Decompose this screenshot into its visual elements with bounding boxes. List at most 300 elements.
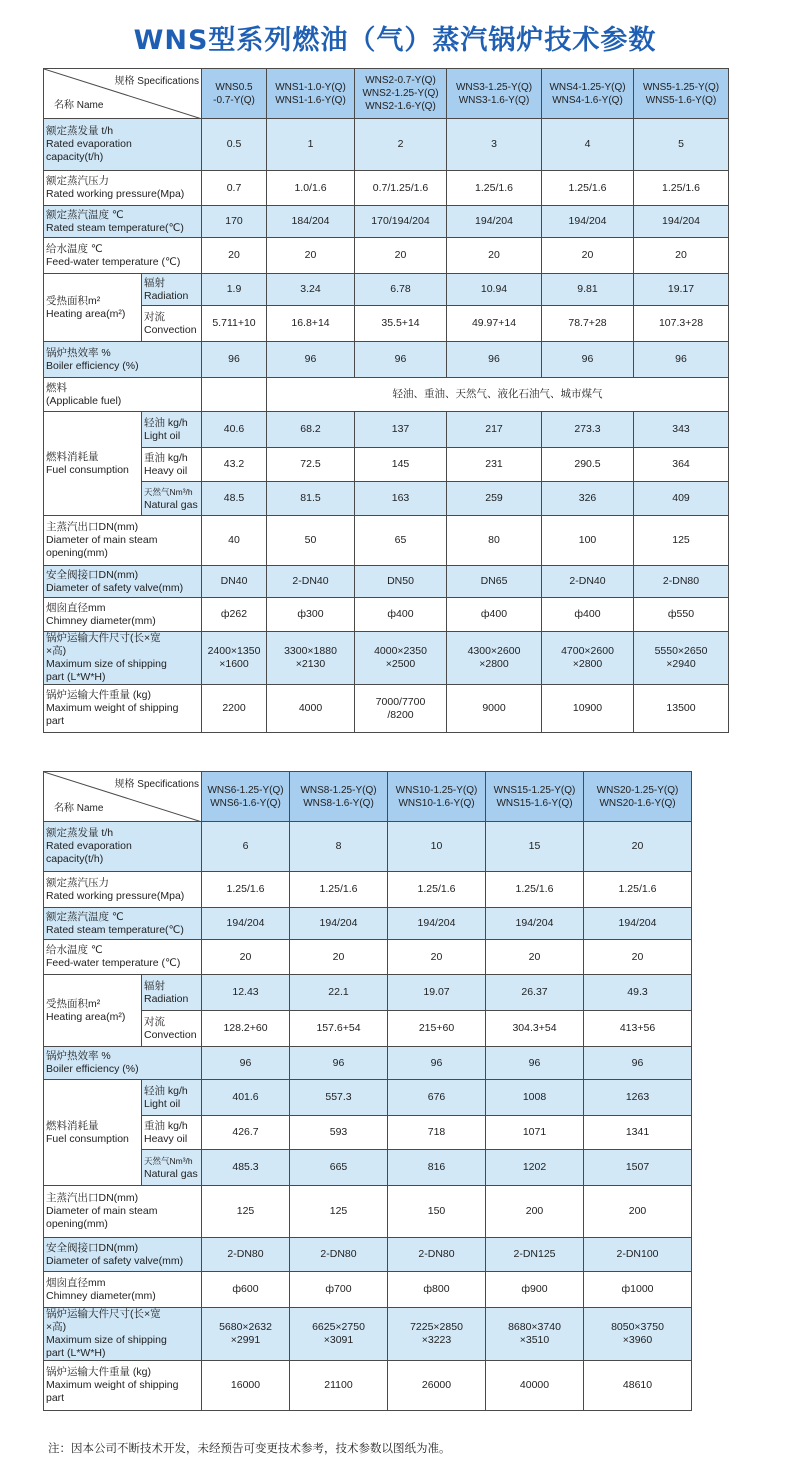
label-ship-weight-line: Maximum weight of shipping <box>46 1379 179 1391</box>
convection-value: 413+56 <box>584 1011 692 1047</box>
model-name <box>542 69 634 119</box>
label-pressure-line: Rated working pressure(Mpa) <box>46 889 185 902</box>
label-fuel-consumption-line: Fuel consumption <box>46 1132 129 1145</box>
label-pressure-line: 额定蒸汽压力 <box>46 876 109 889</box>
pressure-value: 1.25/1.6 <box>542 171 634 206</box>
label-chimney-line: 烟囱直径mm <box>46 601 106 614</box>
label-main-outlet-line: opening(mm) <box>46 1218 108 1230</box>
label-fuel <box>44 378 202 412</box>
row-heavy-oil <box>44 1116 692 1150</box>
radiation-value: 9.81 <box>542 274 634 306</box>
label-heating-area-line: 受热面积m² <box>46 294 101 307</box>
label-ship-size-line: part (L*W*H) <box>46 671 106 683</box>
label-natural-gas <box>142 482 202 516</box>
ship-weight-value-line: 48610 <box>622 1379 653 1391</box>
steam-temp-value: 170 <box>202 206 267 238</box>
label-safety-valve-line: 安全阀接口DN(mm) <box>46 1241 139 1254</box>
model-name <box>202 69 267 119</box>
model-name <box>267 69 355 119</box>
efficiency-value: 96 <box>355 342 447 378</box>
label-ship-size-line: 锅炉运输大件尺寸(长×宽 <box>46 632 161 644</box>
label-heating-area-line: Heating area(m²) <box>46 1010 126 1023</box>
header-row <box>44 772 692 822</box>
model-name-line: WNS5-1.25-Y(Q) <box>642 81 720 93</box>
ship-size-value-line: ×2800 <box>479 658 509 670</box>
steam-temp-value: 194/204 <box>447 206 542 238</box>
main-outlet-value: 125 <box>202 1186 290 1238</box>
heavy-oil-value: 72.5 <box>267 448 355 482</box>
efficiency-value: 96 <box>542 342 634 378</box>
row-steam-temp <box>44 908 692 940</box>
evaporation-value: 2 <box>355 119 447 171</box>
label-heavy-oil-line: 重油 kg/h <box>144 451 188 464</box>
pressure-value: 1.25/1.6 <box>202 872 290 908</box>
label-fuel-consumption-line: 燃料消耗量 <box>46 1119 99 1132</box>
efficiency-value: 96 <box>202 1047 290 1080</box>
row-natural-gas <box>44 482 729 516</box>
row-convection <box>44 1011 692 1047</box>
model-name-line: WNS2-0.7-Y(Q) <box>365 75 436 86</box>
ship-size-value-line: 8050×3750 <box>611 1321 664 1333</box>
label-convection-line: Convection <box>144 1028 197 1041</box>
model-name <box>290 772 388 822</box>
model-name-line: WNS0.5 <box>215 81 253 93</box>
label-evaporation-line: Rated evaporation <box>46 840 132 852</box>
spec-table-1 <box>43 68 729 733</box>
label-light-oil-line: 轻油 kg/h <box>144 416 188 429</box>
heavy-oil-value: 1341 <box>584 1116 692 1150</box>
label-ship-weight <box>44 685 202 733</box>
label-evaporation-line: 额定蒸发量 t/h <box>46 125 114 137</box>
heavy-oil-value: 426.7 <box>202 1116 290 1150</box>
label-natural-gas <box>142 1150 202 1186</box>
evaporation-value: 15 <box>486 822 584 872</box>
chimney-value: ф550 <box>634 598 729 632</box>
label-feed-temp <box>44 940 202 975</box>
label-light-oil <box>142 1080 202 1116</box>
radiation-value: 22.1 <box>290 975 388 1011</box>
evaporation-value: 3 <box>447 119 542 171</box>
row-safety-valve <box>44 566 729 598</box>
label-light-oil-line: Light oil <box>144 1097 181 1110</box>
main-outlet-value: 150 <box>388 1186 486 1238</box>
label-radiation-line: 辐射 <box>144 276 165 289</box>
label-main-outlet <box>44 516 202 566</box>
label-pressure <box>44 171 202 206</box>
label-ship-weight-line: 锅炉运输大件重量 (kg) <box>46 689 151 701</box>
efficiency-value: 96 <box>267 342 355 378</box>
label-feed-temp-line: Feed-water temperature (℃) <box>46 957 181 969</box>
label-fuel-consumption <box>44 1080 142 1186</box>
model-name-line: WNS10-1.6-Y(Q) <box>398 797 475 809</box>
ship-weight-value-line: 10900 <box>572 702 603 714</box>
label-pressure-line: Rated working pressure(Mpa) <box>46 188 185 200</box>
ship-size-value-line: ×1600 <box>219 658 249 670</box>
chimney-value: ф400 <box>355 598 447 632</box>
model-name-line: WNS2-1.25-Y(Q) <box>362 88 439 99</box>
model-name-line: WNS8-1.6-Y(Q) <box>303 797 374 809</box>
model-name <box>202 772 290 822</box>
natural-gas-value: 1202 <box>486 1150 584 1186</box>
feed-temp-value: 20 <box>202 238 267 274</box>
label-feed-temp-line: Feed-water temperature (℃) <box>46 255 181 268</box>
ship-size-value <box>634 632 729 685</box>
header-corner <box>44 69 202 119</box>
feed-temp-value: 20 <box>634 238 729 274</box>
pressure-value: 1.25/1.6 <box>584 872 692 908</box>
chimney-value: ф400 <box>447 598 542 632</box>
row-pressure <box>44 872 692 908</box>
steam-temp-value: 194/204 <box>584 908 692 940</box>
steam-temp-value: 194/204 <box>388 908 486 940</box>
heavy-oil-value: 290.5 <box>542 448 634 482</box>
fuel-spacer <box>202 378 267 412</box>
ship-weight-value <box>267 685 355 733</box>
evaporation-value: 6 <box>202 822 290 872</box>
feed-temp-value: 20 <box>542 238 634 274</box>
label-chimney-line: Chimney diameter(mm) <box>46 614 156 627</box>
label-efficiency <box>44 342 202 378</box>
model-name-line: WNS4-1.25-Y(Q) <box>549 81 626 93</box>
label-fuel-consumption <box>44 412 142 516</box>
row-heavy-oil <box>44 448 729 482</box>
heavy-oil-value: 593 <box>290 1116 388 1150</box>
feed-temp-value: 20 <box>486 940 584 975</box>
natural-gas-value: 1507 <box>584 1150 692 1186</box>
label-efficiency-line: 锅炉热效率 % <box>46 1050 111 1062</box>
steam-temp-value: 194/204 <box>290 908 388 940</box>
label-ship-size-line: Maximum size of shipping <box>46 658 167 670</box>
radiation-value: 26.37 <box>486 975 584 1011</box>
radiation-value: 19.17 <box>634 274 729 306</box>
row-light-oil <box>44 412 729 448</box>
label-heavy-oil-line: Heavy oil <box>144 1132 188 1145</box>
feed-temp-value: 20 <box>355 238 447 274</box>
radiation-value: 19.07 <box>388 975 486 1011</box>
label-ship-size-line: part (L*W*H) <box>46 1347 106 1359</box>
ship-size-value-line: ×3223 <box>421 1334 452 1346</box>
row-efficiency <box>44 342 729 378</box>
evaporation-value: 20 <box>584 822 692 872</box>
label-ship-size-line: ×高) <box>46 1321 67 1333</box>
label-natural-gas-line: 天然气Nm³/h <box>144 486 193 497</box>
natural-gas-value: 409 <box>634 482 729 516</box>
natural-gas-value: 816 <box>388 1150 486 1186</box>
chimney-value: ф400 <box>542 598 634 632</box>
label-evaporation <box>44 119 202 171</box>
label-convection-line: 对流 <box>144 1015 165 1028</box>
main-outlet-value: 125 <box>634 516 729 566</box>
label-evaporation-line: capacity(t/h) <box>46 853 104 865</box>
label-ship-size-line: 锅炉运输大件尺寸(长×宽 <box>46 1308 161 1320</box>
safety-valve-value: 2-DN125 <box>486 1238 584 1272</box>
model-name-line: WNS15-1.6-Y(Q) <box>496 797 573 809</box>
safety-valve-value: DN65 <box>447 566 542 598</box>
model-name-line: WNS1-1.0-Y(Q) <box>275 81 346 93</box>
label-light-oil-line: Light oil <box>144 429 181 442</box>
natural-gas-value: 81.5 <box>267 482 355 516</box>
label-feed-temp-line: 给水温度 ℃ <box>46 242 103 255</box>
row-safety-valve <box>44 1238 692 1272</box>
light-oil-value: 273.3 <box>542 412 634 448</box>
label-steam-temp <box>44 908 202 940</box>
ship-weight-value-line: 21100 <box>324 1379 353 1391</box>
row-convection <box>44 306 729 342</box>
natural-gas-value: 259 <box>447 482 542 516</box>
evaporation-value: 1 <box>267 119 355 171</box>
ship-size-value-line: ×3960 <box>622 1334 653 1346</box>
row-steam-temp <box>44 206 729 238</box>
page-title: WNS型系列燃油（气）蒸汽锅炉技术参数 <box>133 25 657 56</box>
pressure-value: 1.25/1.6 <box>447 171 542 206</box>
label-light-oil <box>142 412 202 448</box>
ship-size-value-line: 4000×2350 <box>374 645 427 657</box>
safety-valve-value: DN50 <box>355 566 447 598</box>
label-light-oil-line: 轻油 kg/h <box>144 1084 188 1097</box>
natural-gas-value: 485.3 <box>202 1150 290 1186</box>
radiation-value: 3.24 <box>267 274 355 306</box>
ship-weight-value-line: 9000 <box>482 702 506 714</box>
safety-valve-value: 2-DN80 <box>388 1238 486 1272</box>
chimney-value: ф800 <box>388 1272 486 1308</box>
main-outlet-value: 200 <box>584 1186 692 1238</box>
label-ship-size-line: Maximum size of shipping <box>46 1334 167 1346</box>
steam-temp-value: 194/204 <box>634 206 729 238</box>
ship-weight-value <box>542 685 634 733</box>
label-efficiency-line: Boiler efficiency (%) <box>46 1063 139 1075</box>
label-safety-valve-line: Diameter of safety valve(mm) <box>46 581 184 594</box>
chimney-value: ф700 <box>290 1272 388 1308</box>
model-name <box>355 69 447 119</box>
label-safety-valve <box>44 566 202 598</box>
evaporation-value: 0.5 <box>202 119 267 171</box>
label-ship-weight-line: part <box>46 1392 65 1404</box>
label-heavy-oil-line: Heavy oil <box>144 464 188 477</box>
radiation-value: 49.3 <box>584 975 692 1011</box>
ship-size-value <box>584 1308 692 1361</box>
label-ship-weight-line: 锅炉运输大件重量 (kg) <box>46 1366 151 1378</box>
chimney-value: ф262 <box>202 598 267 632</box>
ship-weight-value <box>290 1361 388 1411</box>
safety-valve-value: 2-DN80 <box>202 1238 290 1272</box>
main-outlet-value: 50 <box>267 516 355 566</box>
label-evaporation-line: Rated evaporation <box>46 138 132 150</box>
label-main-outlet-line: 主蒸汽出口DN(mm) <box>46 521 139 533</box>
ship-size-value-line: 5680×2632 <box>219 1321 272 1333</box>
row-radiation <box>44 975 692 1011</box>
efficiency-value: 96 <box>290 1047 388 1080</box>
radiation-value: 6.78 <box>355 274 447 306</box>
steam-temp-value: 184/204 <box>267 206 355 238</box>
evaporation-value: 4 <box>542 119 634 171</box>
model-name <box>388 772 486 822</box>
label-efficiency-line: Boiler efficiency (%) <box>46 359 139 372</box>
efficiency-value: 96 <box>584 1047 692 1080</box>
model-name-line: WNS20-1.6-Y(Q) <box>599 797 676 809</box>
radiation-value: 10.94 <box>447 274 542 306</box>
ship-weight-value <box>202 1361 290 1411</box>
label-main-outlet-line: opening(mm) <box>46 547 108 559</box>
safety-valve-value: 2-DN40 <box>542 566 634 598</box>
ship-size-value-line: 7225×2850 <box>410 1321 463 1333</box>
ship-weight-value-line: 13500 <box>666 702 696 714</box>
label-radiation-line: 辐射 <box>144 979 165 992</box>
ship-size-value <box>290 1308 388 1361</box>
row-ship-weight <box>44 1361 692 1411</box>
light-oil-value: 217 <box>447 412 542 448</box>
ship-size-value-line: 4700×2600 <box>561 645 614 657</box>
light-oil-value: 401.6 <box>202 1080 290 1116</box>
light-oil-value: 68.2 <box>267 412 355 448</box>
ship-weight-value-line: /8200 <box>387 708 414 721</box>
pressure-value: 0.7 <box>202 171 267 206</box>
ship-size-value <box>542 632 634 685</box>
light-oil-value: 343 <box>634 412 729 448</box>
label-steam-temp-line: 额定蒸汽温度 ℃ <box>46 208 124 221</box>
feed-temp-value: 20 <box>267 238 355 274</box>
model-name-line: WNS8-1.25-Y(Q) <box>300 784 377 796</box>
label-fuel-line: 燃料 <box>46 381 67 394</box>
label-heating-area <box>44 274 142 342</box>
ship-size-value <box>202 632 267 685</box>
label-fuel-consumption-line: Fuel consumption <box>46 463 129 476</box>
model-name-line: -0.7-Y(Q) <box>213 94 255 106</box>
label-heating-area-line: 受热面积m² <box>46 997 101 1010</box>
model-name-line: WNS5-1.6-Y(Q) <box>645 94 717 106</box>
model-name <box>447 69 542 119</box>
chimney-value: ф300 <box>267 598 355 632</box>
footnote: 注：因本公司不断技术开发，未经预告可变更技术参考，技术参数以图纸为准。 <box>48 1443 451 1455</box>
pressure-value: 1.25/1.6 <box>290 872 388 908</box>
header-name-label: 名称 Name <box>54 803 104 814</box>
row-radiation <box>44 274 729 306</box>
light-oil-value: 676 <box>388 1080 486 1116</box>
feed-temp-value: 20 <box>388 940 486 975</box>
chimney-value: ф600 <box>202 1272 290 1308</box>
label-chimney-line: Chimney diameter(mm) <box>46 1289 156 1302</box>
row-fuel <box>44 378 729 412</box>
radiation-value: 12.43 <box>202 975 290 1011</box>
ship-weight-value <box>388 1361 486 1411</box>
convection-value: 128.2+60 <box>202 1011 290 1047</box>
chimney-value: ф900 <box>486 1272 584 1308</box>
row-main-outlet <box>44 516 729 566</box>
ship-size-value-line: ×2130 <box>295 658 326 670</box>
label-safety-valve-line: 安全阀接口DN(mm) <box>46 568 139 581</box>
ship-weight-value-line: 7000/7700 <box>375 695 426 708</box>
model-name <box>634 69 729 119</box>
row-pressure <box>44 171 729 206</box>
ship-weight-value <box>486 1361 584 1411</box>
efficiency-value: 96 <box>634 342 729 378</box>
convection-value: 49.97+14 <box>447 306 542 342</box>
label-radiation <box>142 975 202 1011</box>
header-spec-label: 规格 Specifications <box>114 76 199 87</box>
heavy-oil-value: 1071 <box>486 1116 584 1150</box>
model-name-line: WNS6-1.25-Y(Q) <box>207 784 284 796</box>
label-natural-gas-line: 天然气Nm³/h <box>144 1155 193 1166</box>
feed-temp-value: 20 <box>290 940 388 975</box>
efficiency-value: 96 <box>202 342 267 378</box>
label-pressure-line: 额定蒸汽压力 <box>46 175 109 187</box>
model-name-line: WNS3-1.6-Y(Q) <box>458 94 530 106</box>
ship-size-value-line: 6625×2750 <box>312 1321 365 1333</box>
row-evaporation <box>44 822 692 872</box>
label-radiation <box>142 274 202 306</box>
steam-temp-value: 194/204 <box>542 206 634 238</box>
safety-valve-value: 2-DN100 <box>584 1238 692 1272</box>
evaporation-value: 5 <box>634 119 729 171</box>
ship-size-value <box>447 632 542 685</box>
row-efficiency <box>44 1047 692 1080</box>
main-outlet-value: 80 <box>447 516 542 566</box>
main-outlet-value: 200 <box>486 1186 584 1238</box>
row-ship-size <box>44 632 729 685</box>
row-ship-weight <box>44 685 729 733</box>
label-ship-size <box>44 1308 202 1361</box>
ship-weight-value-line: 4000 <box>298 702 323 714</box>
label-ship-weight-line: part <box>46 715 65 727</box>
main-outlet-value: 65 <box>355 516 447 566</box>
label-feed-temp-line: 给水温度 ℃ <box>46 944 103 956</box>
safety-valve-value: 2-DN80 <box>290 1238 388 1272</box>
ship-size-value <box>202 1308 290 1361</box>
convection-value: 5.711+10 <box>202 306 267 342</box>
ship-size-value-line: ×2940 <box>666 658 696 670</box>
safety-valve-value: 2-DN80 <box>634 566 729 598</box>
label-chimney-line: 烟囱直径mm <box>46 1276 106 1289</box>
convection-value: 35.5+14 <box>355 306 447 342</box>
label-natural-gas-line: Natural gas <box>144 498 198 511</box>
label-pressure <box>44 872 202 908</box>
spec-table-2 <box>43 771 692 1411</box>
ship-weight-value-line: 2200 <box>222 702 246 714</box>
ship-weight-value-line: 16000 <box>230 1379 261 1391</box>
evaporation-value: 8 <box>290 822 388 872</box>
ship-weight-value-line: 26000 <box>421 1379 452 1391</box>
heavy-oil-value: 364 <box>634 448 729 482</box>
label-convection <box>142 1011 202 1047</box>
ship-size-value-line: 2400×1350 <box>207 645 261 657</box>
label-main-outlet-line: Diameter of main steam <box>46 1205 158 1217</box>
efficiency-value: 96 <box>486 1047 584 1080</box>
label-convection-line: 对流 <box>144 310 165 323</box>
efficiency-value: 96 <box>388 1047 486 1080</box>
row-ship-size <box>44 1308 692 1361</box>
light-oil-value: 1263 <box>584 1080 692 1116</box>
ship-size-value-line: 8680×3740 <box>508 1321 561 1333</box>
ship-size-value <box>267 632 355 685</box>
safety-valve-value: DN40 <box>202 566 267 598</box>
label-heavy-oil-line: 重油 kg/h <box>144 1119 188 1132</box>
ship-size-value-line: ×2800 <box>572 658 603 670</box>
ship-size-value-line: 5550×2650 <box>654 645 708 657</box>
header-name-label: 名称 Name <box>54 100 104 111</box>
main-outlet-value: 40 <box>202 516 267 566</box>
ship-size-value-line: ×3091 <box>323 1334 354 1346</box>
model-name-line: WNS4-1.6-Y(Q) <box>552 94 623 106</box>
model-name-line: WNS10-1.25-Y(Q) <box>395 784 478 796</box>
label-evaporation-line: capacity(t/h) <box>46 151 104 163</box>
fuel-value: 轻油、重油、天然气、液化石油气、城市煤气 <box>267 378 729 412</box>
ship-weight-value <box>202 685 267 733</box>
label-feed-temp <box>44 238 202 274</box>
heavy-oil-value: 145 <box>355 448 447 482</box>
label-steam-temp-line: Rated steam temperature(℃) <box>46 923 184 936</box>
label-radiation-line: Radiation <box>144 992 189 1005</box>
label-main-outlet <box>44 1186 202 1238</box>
model-name-line: WNS1-1.6-Y(Q) <box>275 94 346 106</box>
